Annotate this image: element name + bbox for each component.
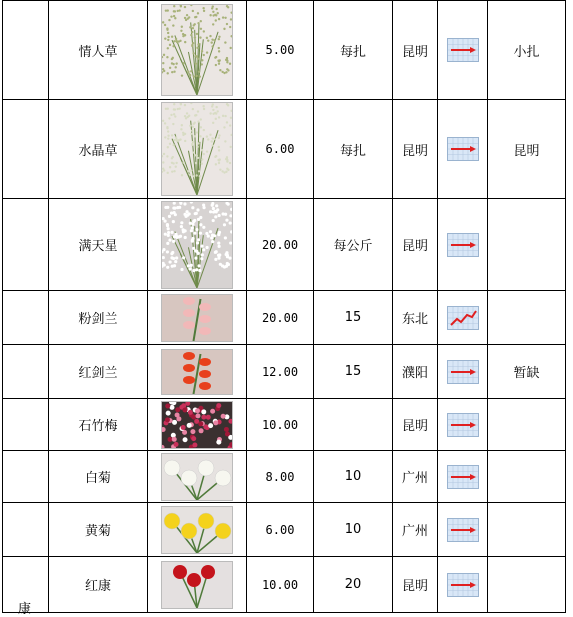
flower-photo-cell (148, 399, 247, 451)
flower-name: 情人草 (49, 1, 148, 100)
unit (314, 399, 393, 451)
category-cell (3, 451, 49, 503)
origin: 濮阳 (393, 345, 438, 399)
unit: 10 (314, 451, 393, 503)
origin: 广州 (393, 503, 438, 557)
note: 暂缺 (488, 345, 566, 399)
origin: 昆明 (393, 557, 438, 613)
unit: 每扎 (314, 1, 393, 100)
trend-cell (438, 345, 488, 399)
flower-photo-cell (148, 291, 247, 345)
flower-photo (161, 506, 233, 554)
category-cell (3, 291, 49, 345)
table-row (3, 1, 566, 100)
table-row (3, 291, 566, 345)
flower-photo (161, 349, 233, 395)
flower-photo (161, 4, 233, 96)
flower-name: 红剑兰 (49, 345, 148, 399)
table-row (3, 557, 566, 613)
flower-photo-cell (148, 451, 247, 503)
category-cell (3, 503, 49, 557)
origin: 昆明 (393, 199, 438, 291)
flower-name: 满天星 (49, 199, 148, 291)
flower-photo-cell (148, 1, 247, 100)
table-row (3, 503, 566, 557)
flower-photo (161, 294, 233, 342)
unit: 20 (314, 557, 393, 613)
unit: 15 (314, 291, 393, 345)
trend-cell (438, 557, 488, 613)
note (488, 399, 566, 451)
trend-cell (438, 503, 488, 557)
trend-flat-arrow-icon (447, 573, 479, 597)
origin: 昆明 (393, 100, 438, 199)
trend-flat-arrow-icon (447, 137, 479, 161)
flower-photo (161, 102, 233, 196)
trend-cell (438, 291, 488, 345)
unit: 每扎 (314, 100, 393, 199)
category-cell (3, 345, 49, 399)
unit: 15 (314, 345, 393, 399)
origin: 广州 (393, 451, 438, 503)
flower-photo-cell (148, 345, 247, 399)
trend-flat-arrow-icon (447, 465, 479, 489)
price: 10.00 (247, 399, 314, 451)
price: 20.00 (247, 199, 314, 291)
price: 12.00 (247, 345, 314, 399)
flower-photo (161, 401, 233, 449)
trend-flat-arrow-icon (447, 360, 479, 384)
category-cell (3, 399, 49, 451)
note (488, 557, 566, 613)
trend-cell (438, 199, 488, 291)
price: 8.00 (247, 451, 314, 503)
flower-name: 红康 (49, 557, 148, 613)
flower-photo-cell (148, 199, 247, 291)
flower-name: 黄菊 (49, 503, 148, 557)
trend-flat-arrow-icon (447, 413, 479, 437)
price: 20.00 (247, 291, 314, 345)
flower-name: 粉剑兰 (49, 291, 148, 345)
category-cell (3, 1, 49, 100)
flower-name: 石竹梅 (49, 399, 148, 451)
flower-photo (161, 201, 233, 289)
origin: 东北 (393, 291, 438, 345)
flower-photo-cell (148, 100, 247, 199)
flower-price-table (2, 0, 566, 613)
side-category-char: 康 (18, 602, 32, 617)
table-row (3, 451, 566, 503)
trend-flat-arrow-icon (447, 38, 479, 62)
note (488, 451, 566, 503)
trend-cell (438, 1, 488, 100)
price: 6.00 (247, 503, 314, 557)
flower-name: 水晶草 (49, 100, 148, 199)
trend-cell (438, 451, 488, 503)
table-row (3, 345, 566, 399)
note (488, 199, 566, 291)
trend-flat-arrow-icon (447, 518, 479, 542)
table-row (3, 100, 566, 199)
trend-up-icon (447, 306, 479, 330)
price: 5.00 (247, 1, 314, 100)
trend-cell (438, 399, 488, 451)
note: 小扎 (488, 1, 566, 100)
flower-photo (161, 453, 233, 501)
table-row (3, 399, 566, 451)
flower-name: 白菊 (49, 451, 148, 503)
category-cell (3, 199, 49, 291)
category-cell (3, 100, 49, 199)
flower-photo-cell (148, 557, 247, 613)
trend-flat-arrow-icon (447, 233, 479, 257)
table-row (3, 199, 566, 291)
origin: 昆明 (393, 1, 438, 100)
trend-cell (438, 100, 488, 199)
price: 10.00 (247, 557, 314, 613)
price: 6.00 (247, 100, 314, 199)
note (488, 291, 566, 345)
unit: 10 (314, 503, 393, 557)
unit: 每公斤 (314, 199, 393, 291)
origin: 昆明 (393, 399, 438, 451)
flower-photo (161, 561, 233, 609)
note: 昆明 (488, 100, 566, 199)
flower-photo-cell (148, 503, 247, 557)
note (488, 503, 566, 557)
